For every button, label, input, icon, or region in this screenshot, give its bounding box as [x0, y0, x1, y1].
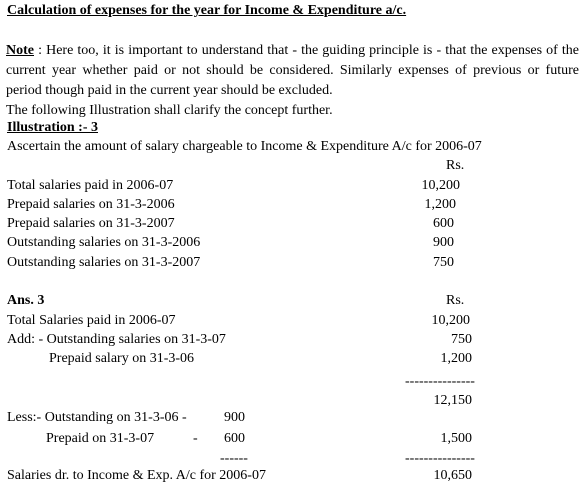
answer-total-paid-label: Total Salaries paid in 2006-07 [7, 313, 176, 328]
answer-heading: Ans. 3 [7, 293, 45, 308]
answer-less-label: Less:- Outstanding on 31-3-06 - [7, 410, 187, 425]
answer-add-amount: 750 [451, 332, 472, 347]
inner-divider-dashes: ------ [220, 451, 248, 466]
note-text: : Here too, it is important to understand that - the guiding principle is - that the expenses of the current year whether paid or not should be considered. Similarly expenses of previous or future period though paid in the current year should be excluded. [6, 43, 580, 98]
illustration-row-label: Prepaid salaries on 31-3-2007 [7, 216, 175, 231]
answer-final-label: Salaries dr. to Income & Exp. A/c for 2006-07 [7, 468, 266, 483]
illustration-row-label: Outstanding salaries on 31-3-2007 [7, 255, 201, 270]
note-line2: The following Illustration shall clarify the concept further. [6, 103, 333, 118]
illustration-row-amount: 750 [433, 255, 454, 270]
answer-final-amount: 10,650 [433, 468, 472, 483]
answer-less-prepaid-label: Prepaid on 31-3-07 [46, 431, 155, 446]
illustration-row-amount: 10,200 [421, 178, 460, 193]
answer-less-prepaid-inner-amount: 600 [224, 431, 245, 446]
illustration-row-label: Total salaries paid in 2006-07 [7, 178, 174, 193]
illustration-heading: Illustration :- 3 [7, 120, 98, 135]
answer-currency: Rs. [446, 293, 465, 308]
illustration-question: Ascertain the amount of salary chargeable to Income & Expenditure A/c for 2006-07 [7, 139, 482, 154]
divider-dashes: --------------- [405, 451, 475, 466]
answer-subtotal: 12,150 [433, 393, 472, 408]
illustration-row-amount: 900 [433, 235, 454, 250]
answer-add-label: Add: - Outstanding salaries on 31-3-07 [7, 332, 226, 347]
illustration-row-label: Outstanding salaries on 31-3-2006 [7, 235, 201, 250]
note-paragraph [6, 41, 579, 121]
answer-total-paid-amount: 10,200 [431, 313, 470, 328]
illustration-row-amount: 1,200 [424, 197, 456, 212]
page-title: Calculation of expenses for the year for Income & Expenditure a/c. [7, 3, 407, 18]
illustration-currency: Rs. [446, 158, 465, 173]
divider-dashes: --------------- [405, 374, 475, 389]
answer-less-prepaid-dash: - [193, 431, 198, 446]
answer-prepaid-label: Prepaid salary on 31-3-06 [49, 351, 195, 366]
illustration-row-amount: 600 [433, 216, 454, 231]
answer-less-total: 1,500 [440, 431, 472, 446]
answer-prepaid-amount: 1,200 [440, 351, 472, 366]
answer-less-inner-amount: 900 [224, 410, 245, 425]
note-label: Note [6, 43, 34, 58]
illustration-row-label: Prepaid salaries on 31-3-2006 [7, 197, 175, 212]
